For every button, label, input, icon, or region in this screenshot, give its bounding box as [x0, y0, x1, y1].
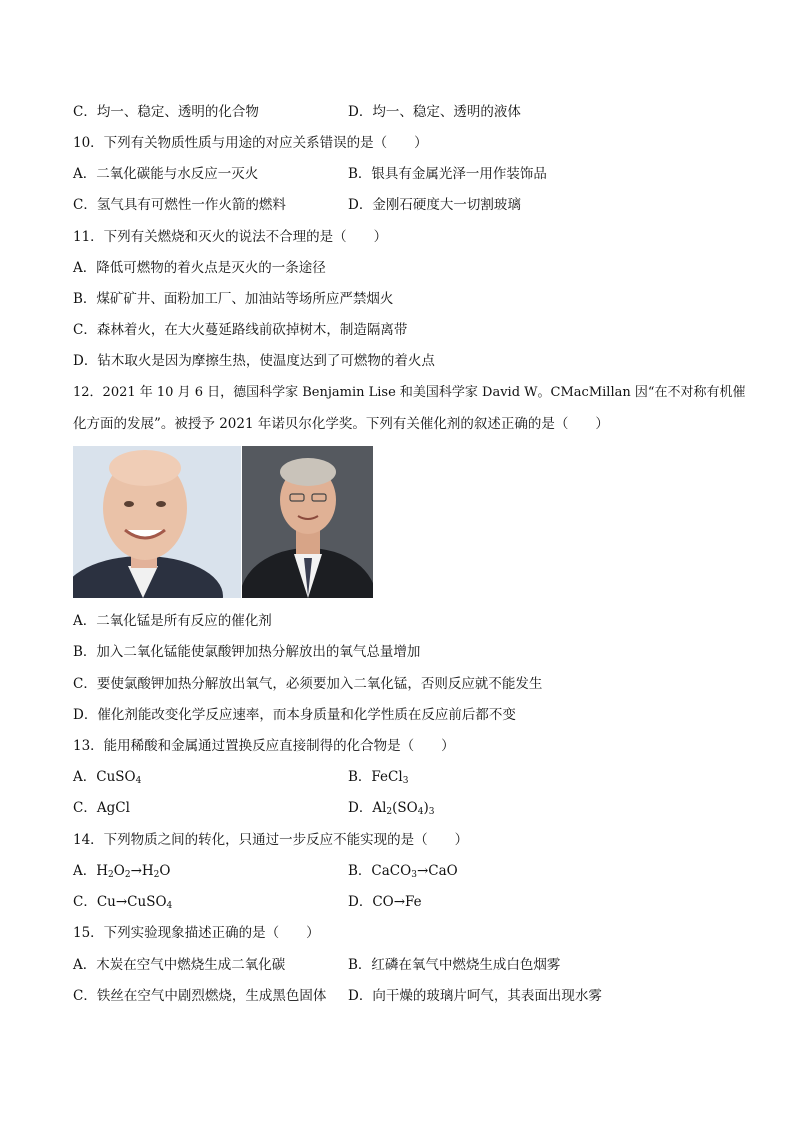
q11-option-d: D．钻木取火是因为摩擦生热，使温度达到了可燃物的着火点 — [73, 353, 435, 369]
q15-option-c: C．铁丝在空气中剧烈燃烧，生成黑色固体 — [73, 988, 327, 1004]
q9-option-d: D．均一、稳定、透明的液体 — [348, 104, 521, 120]
laureate-photo-right — [242, 446, 373, 598]
q13-option-a: A．CuSO$_4$ — [73, 769, 142, 786]
q11-option-a: A．降低可燃物的着火点是灭火的一条途径 — [73, 260, 326, 276]
q15-option-d: D．向干燥的玻璃片呵气，其表面出现水雾 — [348, 988, 602, 1004]
q10-option-b: B．银具有金属光泽一用作装饰品 — [348, 166, 547, 182]
q15-option-b: B．红磷在氧气中燃烧生成白色烟雾 — [348, 957, 561, 973]
q10-option-a: A．二氧化碳能与水反应一灭火 — [73, 166, 259, 182]
q11-stem: 11．下列有关燃烧和灭火的说法不合理的是（ ） — [73, 229, 388, 245]
q10-stem: 10．下列有关物质性质与用途的对应关系错误的是（ ） — [73, 135, 428, 151]
q14-option-d: D．CO→Fe — [348, 894, 422, 910]
q14-option-b: B．CaCO$_3$→CaO — [348, 863, 458, 880]
q15-option-a: A．木炭在空气中燃烧生成二氧化碳 — [73, 957, 286, 973]
q12-option-d: D．催化剂能改变化学反应速率，而本身质量和化学性质在反应前后都不变 — [73, 707, 516, 723]
q12-option-a: A．二氧化锰是所有反应的催化剂 — [73, 613, 272, 629]
q14-option-c: C．Cu→CuSO$_4$ — [73, 894, 173, 911]
q14-stem: 14．下列物质之间的转化，只通过一步反应不能实现的是（ ） — [73, 832, 469, 848]
q10-option-c: C．氢气具有可燃性一作火箭的燃料 — [73, 197, 286, 213]
laureate-photos — [73, 446, 373, 598]
q10-option-d: D．金刚石硬度大一切割玻璃 — [348, 197, 521, 213]
q13-option-b: B．FeCl$_3$ — [348, 769, 409, 786]
q11-option-c: C．森林着火，在大火蔓延路线前砍掉树木，制造隔离带 — [73, 322, 408, 338]
q11-option-b: B．煤矿矿井、面粉加工厂、加油站等场所应严禁烟火 — [73, 291, 394, 307]
q9-option-c: C．均一、稳定、透明的化合物 — [73, 104, 259, 120]
q13-option-c: C．AgCl — [73, 800, 130, 816]
q14-option-a: A．$H_2O_2\to H_2O$ — [73, 863, 171, 880]
laureate-photo-left — [73, 446, 241, 598]
q12-stem-line2: 化方面的发展”。被授予 2021 年诺贝尔化学奖。下列有关催化剂的叙述正确的是（ ） — [73, 416, 609, 432]
q15-stem: 15．下列实验现象描述正确的是（ ） — [73, 925, 320, 941]
q12-option-c: C．要使氯酸钾加热分解放出氧气，必须要加入二氧化锰，否则反应就不能发生 — [73, 676, 543, 692]
q13-option-d: D．$Al_2(SO_4)_3$ — [348, 800, 435, 817]
q13-stem: 13．能用稀酸和金属通过置换反应直接制得的化合物是（ ） — [73, 738, 455, 754]
q12-stem-line1: 12．2021 年 10 月 6 日，德国科学家 Benjamin Lise 和美国科学家 David W。CMacMillan 因“在不对称有机催 — [73, 385, 746, 400]
q12-option-b: B．加入二氧化锰能使氯酸钾加热分解放出的氧气总量增加 — [73, 644, 421, 660]
